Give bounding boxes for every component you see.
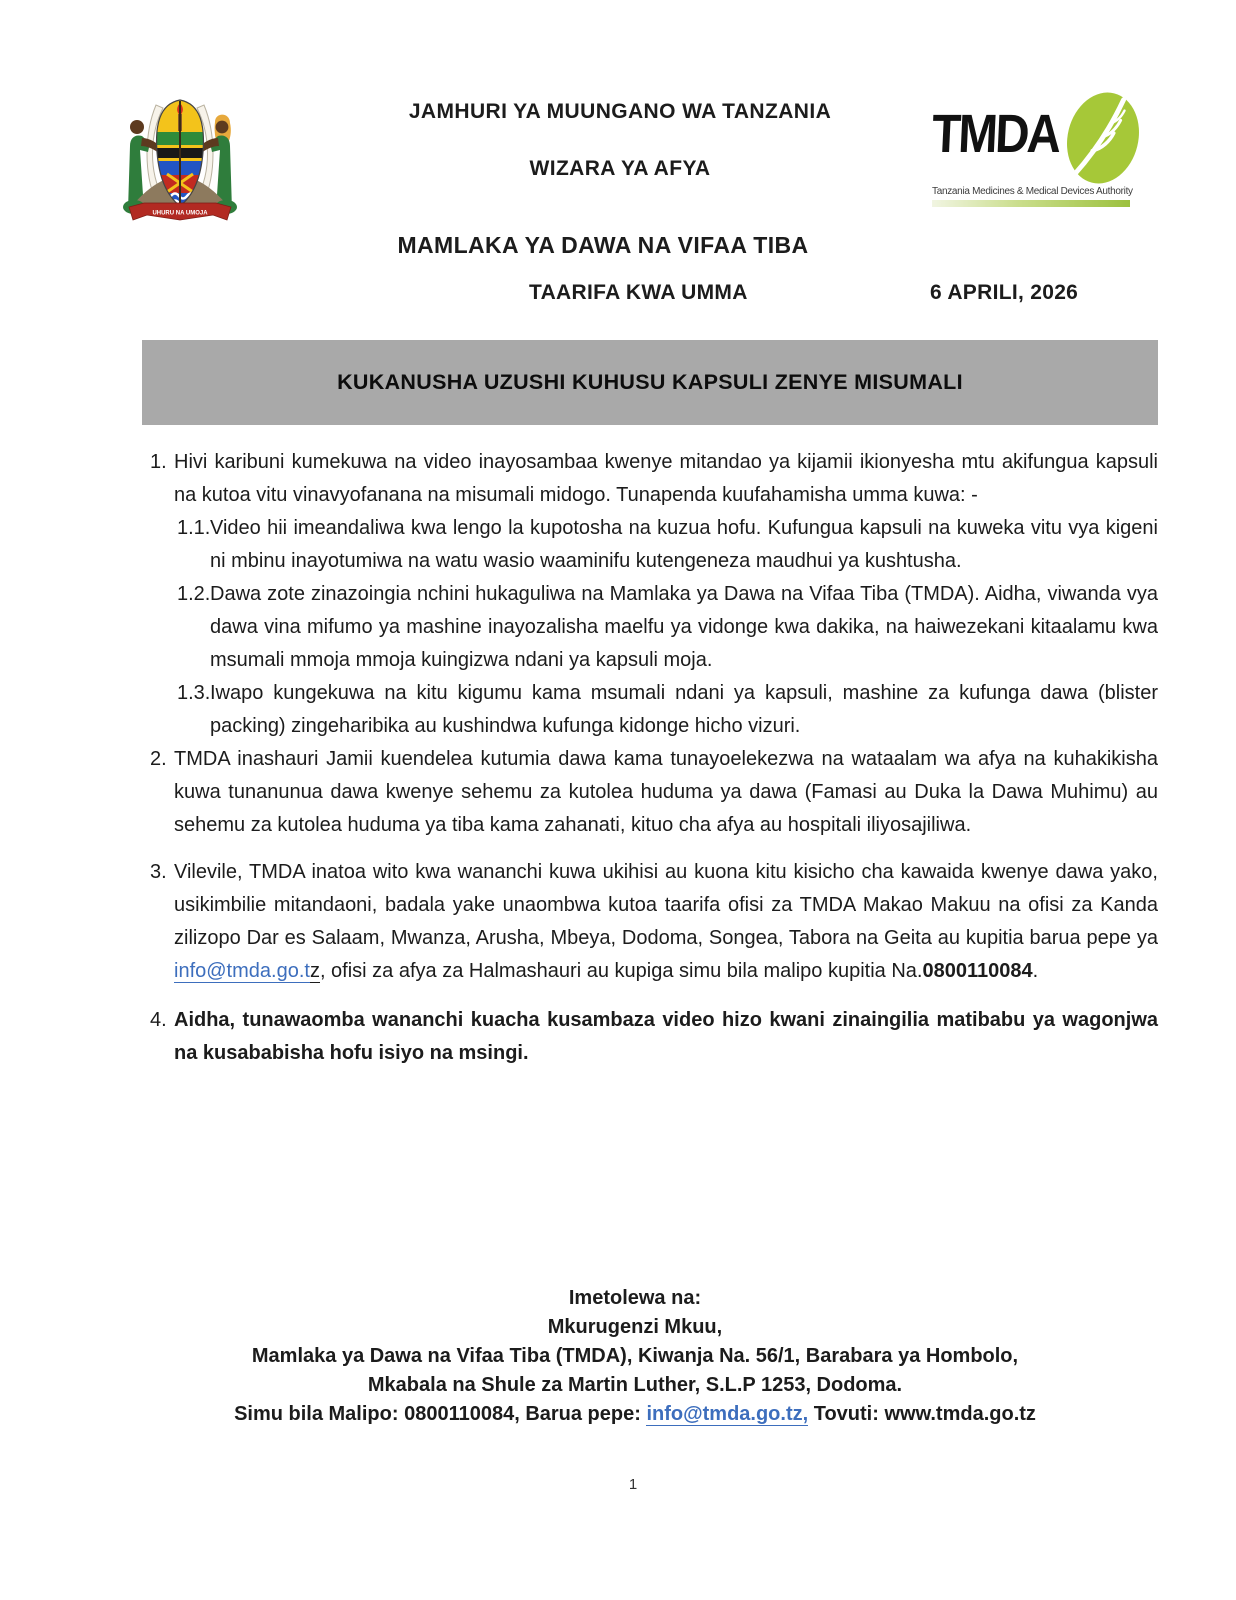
item-text: Hivi karibuni kumekuwa na video inayosambaa kwenye mitandao ya kijamii ikionyesha mtu akifungua kapsuli na kutoa vitu vinavyofanana na misumali midogo. Tunapenda kuufahamisha umma kuwa: - (174, 451, 1158, 506)
notice-title: KUKANUSHA UZUSHI KUHUSU KAPSULI ZENYE MISUMALI (337, 370, 963, 394)
man-figure (130, 120, 144, 134)
footer-issued-by: Imetolewa na: (568, 1287, 702, 1309)
notice-date: 6 APRILI, 2026 (930, 281, 1079, 304)
email-link[interactable]: info@tmda.go.tz (174, 960, 320, 982)
list-item-4 (150, 1004, 1158, 1070)
item-text: Aidha, tunawaomba wananchi kuacha kusambaza video hizo kwani zinaingilia matibabu ya wagonjwa na kusababisha hofu isiyo na msingi. (174, 1009, 1158, 1064)
tmda-leaf-icon (1064, 90, 1142, 191)
list-item-1 (150, 446, 1158, 512)
item-number: 4. (150, 1009, 167, 1031)
footer-contacts: Simu bila Malipo: 0800110084, Barua pepe: info@tmda.go.tz, Tovuti: www.tmda.go.tz (234, 1403, 1036, 1425)
tollfree-phone-number: 0800110084 (922, 960, 1033, 982)
item-number: 2. (150, 748, 167, 770)
footer-address-1: Mamlaka ya Dawa na Vifaa Tiba (TMDA), Kiwanja Na. 56/1, Barabara ya Hombolo, (251, 1345, 1019, 1367)
item-text: Video hii imeandaliwa kwa lengo la kupotosha na kuzua hofu. Kufungua kapsuli na kuweka vitu vya kigeni ni mbinu inayotumiwa na watu wasio waaminifu kutengeneza maudhui ya kushtusha. (210, 517, 1158, 572)
footer-email-link[interactable]: info@tmda.go.tz, (646, 1403, 809, 1425)
list-item-1-2 (177, 578, 1158, 677)
tanzania-coat-of-arms (117, 86, 243, 224)
republic-title: JAMHURI YA MUUNGANO WA TANZANIA (408, 100, 832, 123)
tmda-wordmark: TMDA (930, 104, 1061, 164)
list-item-1-1 (177, 512, 1158, 578)
motto-text: UHURU NA UMOJA (152, 210, 208, 217)
tmda-tagline: Tanzania Medicines & Medical Devices Authority (932, 186, 1133, 197)
item-text: Dawa zote zinazoingia nchini hukaguliwa na Mamlaka ya Dawa na Vifaa Tiba (TMDA). Aidha, viwanda vya dawa vina mifumo ya mashine inayozalisha maelfu ya vidonge kwa dakika, na haiwezekani kitaalamu kwa msumali mmoja mmoja kuingizwa ndani ya kapsuli moja. (210, 583, 1158, 671)
item-number: 1.2. (177, 583, 211, 605)
item-number: 3. (150, 861, 167, 883)
item-text: Iwapo kungekuwa na kitu kigumu kama msumali ndani ya kapsuli, mashine za kufunga dawa (blister packing) zingeharibika au kushindwa kufunga kidonge hicho vizuri. (210, 682, 1158, 737)
issuer-footer (140, 1284, 1130, 1429)
item-number: 1.1. (177, 517, 211, 539)
list-item-1-3 (177, 677, 1158, 743)
footer-address-2: Mkabala na Shule za Martin Luther, S.L.P 1253, Dodoma. (367, 1374, 903, 1396)
tmda-logo (932, 88, 1136, 207)
notice-type-label: TAARIFA KWA UMMA (529, 281, 748, 304)
item-number: 1.3. (177, 682, 211, 704)
notice-body (140, 446, 1158, 1070)
footer-director: Mkurugenzi Mkuu, (547, 1316, 723, 1338)
item-number: 1. (150, 451, 167, 473)
item-text: TMDA inashauri Jamii kuendelea kutumia dawa kama tunayoelekezwa na wataalam wa afya na kuhakikisha kuwa tunanunua dawa kwenye sehemu za kutolea huduma ya dawa (Famasi au Duka la Dawa Muhimu) au sehemu za kutolea huduma ya tiba kama zahanati, kituo cha afya au hospitali iliyosajiliwa. (174, 748, 1158, 836)
page-number: 1 (628, 1476, 638, 1493)
list-item-2 (150, 743, 1158, 842)
notice-title-bar (142, 340, 1158, 425)
ministry-title: WIZARA YA AFYA (529, 157, 711, 180)
tmda-gradient-bar (932, 200, 1130, 207)
authority-title: MAMLAKA YA DAWA NA VIFAA TIBA (397, 232, 809, 258)
coat-of-arms-graphic (117, 86, 243, 224)
item-text: Vilevile, TMDA inatoa wito kwa wananchi kuwa ukihisi au kuona kitu kisicho cha kawaida kwenye dawa yako, usikimbilie mitandaoni, badala yake unaombwa kutoa taarifa ofisi za TMDA Makao Makuu na ofisi za Kanda zilizopo Dar es Salaam, Mwanza, Arusha, Mbeya, Dodoma, Songea, Tabora na Geita au kupitia barua pepe ya info@tmda.go.tz, ofisi za afya za Halmashauri au kupiga simu bila malipo kupitia Na.0800110084. (174, 861, 1158, 982)
header-titles (280, 100, 960, 181)
list-item-3 (150, 856, 1158, 988)
